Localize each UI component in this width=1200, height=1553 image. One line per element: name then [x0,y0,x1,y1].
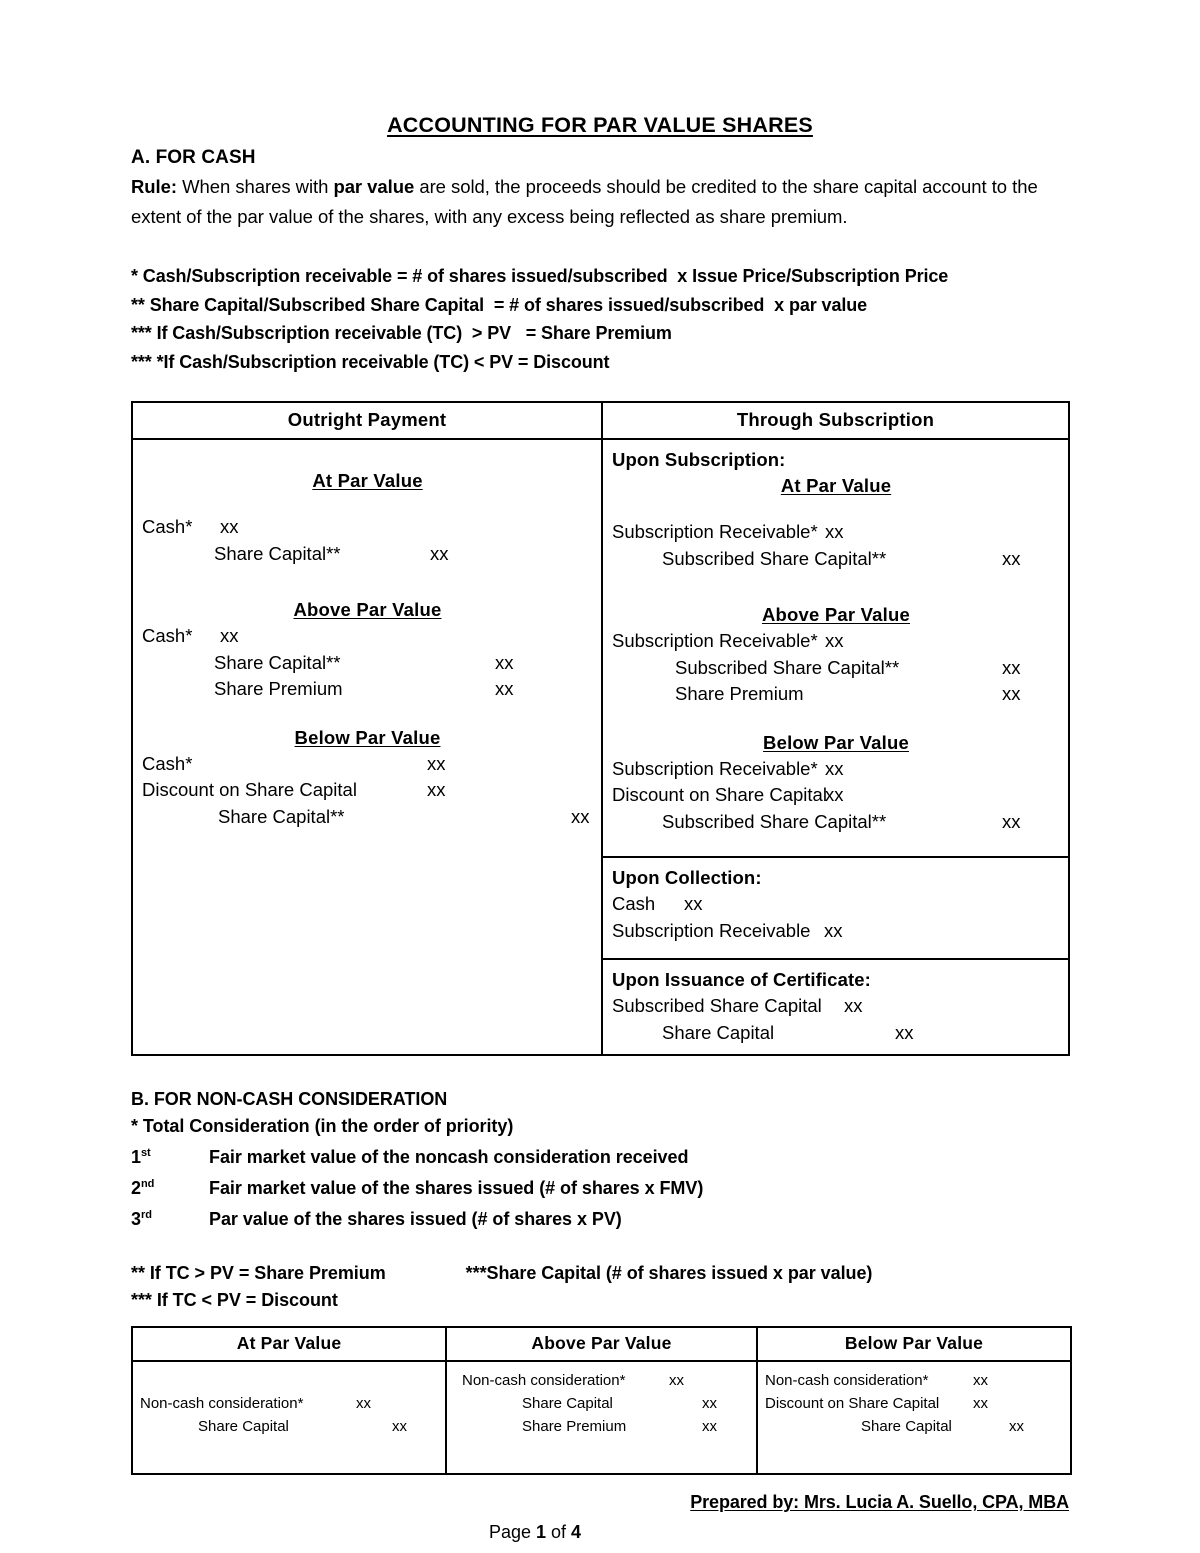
entry-account-label: Subscription Receivable* [612,521,818,542]
entry-amount: xx [825,630,844,651]
entry-account-label: Share Premium [522,1418,627,1435]
entry-account-label: Share Premium [214,678,343,699]
entry-account-label: Subscription Receivable [612,919,811,941]
entry-amount: xx [220,625,239,646]
journal-entry-line [612,655,1060,682]
entry-account-label: Non-cash consideration* [140,1395,304,1412]
collection-entries [612,891,1060,944]
upon-subscription-label: Upon Subscription: [612,449,786,470]
entry-account-label: Subscribed Share Capital** [662,547,887,569]
journal-entry-line [142,804,593,831]
entry-account-label: Share Capital [198,1418,289,1435]
spacer [142,567,593,597]
section-b-rule-line [131,1260,1069,1287]
page-title: ACCOUNTING FOR PAR VALUE SHARES [387,113,813,137]
journal-entry-line [142,751,593,778]
entry-amount: xx [825,521,844,542]
entry-account-label: Discount on Share Capital [765,1395,940,1412]
entry-group-title: At Par Value [312,470,423,491]
journal-entry-line [612,681,1060,708]
journal-entry-line [454,1415,750,1438]
entry-amount: xx [392,1418,407,1435]
priority-item [131,1202,1069,1233]
journal-entries-table [131,401,1070,1056]
entry-account-label: Share Capital [522,1395,613,1412]
note-line: ** Share Capital/Subscribed Share Capital = # of shares issued/subscribed x par value [131,294,868,315]
rule-text-part-2: are sold, the proceeds should be credited to the share capital account to the extent of the par value of the shares, with any excess being reflected as share premium. [131,176,1038,227]
rule-label: Rule: [131,176,178,197]
entry-account-label: Subscribed Share Capital [612,995,822,1016]
entry-account-label: Share Capital** [214,542,341,564]
entry-amount: xx [973,1372,988,1389]
section-a-notes [131,262,1069,376]
journal-entry-line [612,546,1060,573]
bottom-column-header: Below Par Value [757,1327,1071,1361]
entry-amount: xx [973,1395,988,1412]
column-header-outright-payment: Outright Payment [132,402,602,439]
journal-entry-line [612,993,1060,1020]
bottom-column-cell [757,1361,1071,1474]
journal-entry-line [612,782,1060,809]
outright-entry-groups [142,468,593,830]
journal-entry-line [140,1415,439,1438]
entry-account-label: Cash [612,893,656,914]
rule-tc-above-pv: ** If TC > PV = Share Premium [131,1263,386,1283]
bottom-column-header: At Par Value [132,1327,446,1361]
entry-group-title: Above Par Value [293,599,442,620]
upon-collection-label: Upon Collection: [612,867,762,888]
spacer [140,1369,439,1392]
note-line: * Cash/Subscription receivable = # of shares issued/subscribed x Issue Price/Subscription Price [131,266,949,286]
entry-account-label: Share Capital [861,1418,952,1435]
entry-account-label: Subscribed Share Capital** [675,656,900,678]
journal-entry-line [142,541,593,568]
entry-amount: xx [427,779,446,800]
section-b-heading: B. FOR NON-CASH CONSIDERATION [131,1089,448,1109]
journal-entry-line [612,756,1060,783]
section-b-total-consideration: * Total Consideration (in the order of priority) [131,1116,514,1136]
entry-amount: xx [430,542,449,564]
entry-group-title: Below Par Value [294,726,441,748]
cell-upon-subscription [602,439,1069,857]
entry-account-label: Cash* [142,752,193,774]
entry-amount: xx [1002,683,1021,704]
subscription-entry-groups [612,473,1060,835]
entry-account-label: Discount on Share Capital [142,779,357,800]
entry-group-title: Above Par Value [762,604,910,625]
entry-account-label: Share Capital** [214,651,341,673]
rule-text-part-1: When shares with [177,176,334,197]
priority-item [131,1171,1069,1202]
priority-list [131,1140,1069,1233]
spacer [612,572,1060,602]
entry-amount: xx [495,678,514,699]
entry-group-title: Below Par Value [763,731,909,753]
journal-entry-line [612,628,1060,655]
spacer [612,499,1060,519]
entry-amount: xx [895,1021,914,1043]
journal-entry-line [765,1392,1064,1415]
column-header-through-subscription: Through Subscription [602,402,1069,439]
entry-amount: xx [825,784,844,805]
journal-entry-line [612,519,1060,546]
journal-entry-line [142,777,593,804]
page-number: Page 1 of 4 [488,1522,582,1542]
entry-amount: xx [824,919,843,941]
entry-amount: xx [356,1395,371,1412]
entry-account-label: Cash* [142,625,193,646]
bottom-column-cell [446,1361,757,1474]
entry-amount: xx [702,1418,717,1435]
prepared-by: Prepared by: Mrs. Lucia A. Suello, CPA, MBA [690,1492,1069,1512]
entry-account-label: Share Capital** [218,805,345,827]
table-header-row [132,1327,1071,1361]
journal-entry-line [612,891,1060,918]
journal-entry-line [142,623,593,650]
spacer [142,703,593,725]
entry-account-label: Cash* [142,516,193,537]
note-line: *** *If Cash/Subscription receivable (TC) < PV = Discount [131,351,610,372]
priority-item [131,1140,1069,1171]
cell-upon-collection [602,857,1069,959]
section-a-heading: A. FOR CASH [131,147,256,168]
priority-ordinal: 3rd [131,1209,152,1229]
entry-account-label: Subscription Receivable* [612,630,818,651]
priority-ordinal: 1st [131,1147,151,1167]
entry-account-label: Share Capital [662,1021,775,1043]
priority-ordinal: 2nd [131,1178,155,1198]
entry-amount: xx [1009,1418,1024,1435]
entry-amount: xx [825,757,844,779]
entry-account-label: Discount on Share Capital [612,784,827,805]
entry-account-label: Non-cash consideration* [765,1372,929,1389]
spacer [142,494,593,514]
journal-entry-line [612,1020,1060,1047]
journal-entry-line [142,650,593,677]
entry-amount: xx [1002,656,1021,678]
journal-entry-line [454,1392,750,1415]
rule-tc-below-pv: *** If TC < PV = Discount [131,1290,338,1310]
bottom-column-cell [132,1361,446,1474]
entry-amount: xx [844,995,863,1016]
rule-bold-term: par value [333,176,415,197]
entry-group-title: At Par Value [780,475,892,496]
entry-account-label: Subscription Receivable* [612,757,818,779]
journal-entry-line [765,1415,1064,1438]
section-a-rule-paragraph [131,172,1069,232]
journal-entry-line [142,514,593,541]
entry-account-label: Non-cash consideration* [462,1372,626,1389]
note-line: *** If Cash/Subscription receivable (TC) > PV = Share Premium [131,323,672,343]
priority-text: Fair market value of the noncash consideration received [209,1147,689,1167]
cell-upon-issuance-of-certificate [602,959,1069,1055]
entry-amount: xx [427,752,446,774]
journal-entry-line [454,1369,750,1392]
section-b [131,1086,1069,1314]
non-cash-consideration-table [131,1326,1072,1475]
journal-entry-line [142,676,593,703]
journal-entry-line [612,809,1060,836]
table-body-row [132,439,1069,857]
upon-issuance-label: Upon Issuance of Certificate: [612,969,871,990]
entry-account-label: Subscribed Share Capital** [662,810,887,832]
page-content [131,0,1069,1543]
priority-text: Fair market value of the shares issued (# of shares x FMV) [209,1178,704,1198]
table-body-row [132,1361,1071,1474]
entry-amount: xx [1002,547,1021,569]
entry-account-label: Share Premium [675,683,804,704]
journal-entry-line [765,1369,1064,1392]
entry-amount: xx [220,516,239,537]
rule-share-capital: ***Share Capital (# of shares issued x par value) [465,1263,873,1283]
spacer [612,708,1060,730]
journal-entry-line [140,1392,439,1415]
entry-amount: xx [669,1372,684,1389]
journal-entry-line [612,918,1060,945]
entry-amount: xx [495,651,514,673]
entry-amount: xx [684,893,703,914]
entry-amount: xx [702,1395,717,1412]
table-header-row [132,402,1069,439]
entry-amount: xx [1002,810,1021,832]
entry-amount: xx [571,805,590,827]
cell-outright-payment [132,439,602,1055]
priority-text: Par value of the shares issued (# of shares x PV) [209,1209,622,1229]
certificate-entries [612,993,1060,1046]
bottom-column-header: Above Par Value [446,1327,757,1361]
